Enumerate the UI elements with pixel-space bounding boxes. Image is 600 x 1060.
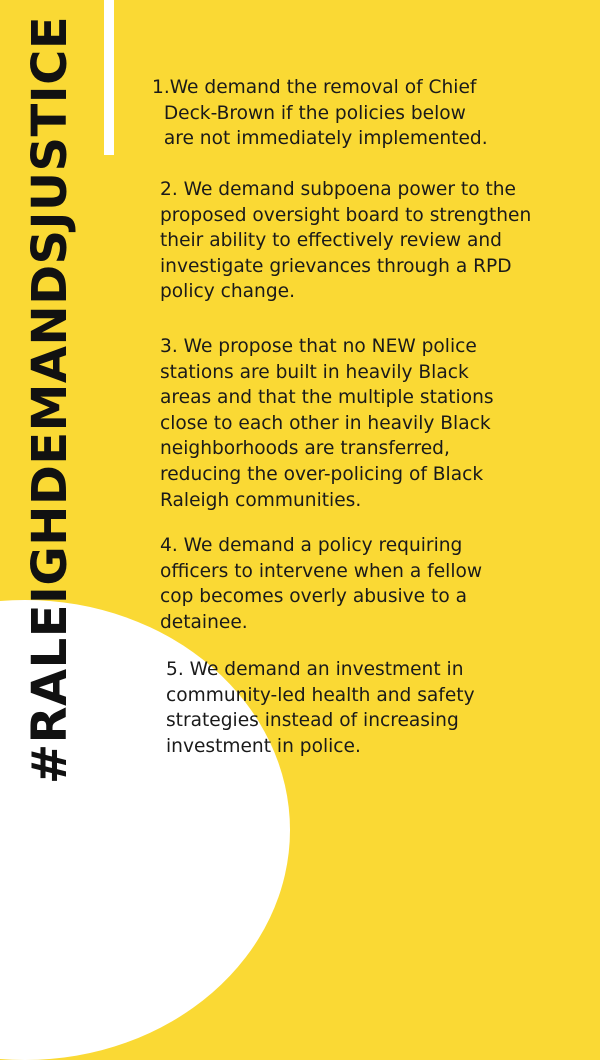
hashtag-banner	[0, 0, 100, 800]
decorative-white-bar	[104, 0, 114, 155]
hashtag-text: #RALEIGHDEMANDSJUSTICE	[22, 15, 78, 785]
demand-4: 4. We demand a policy requiring officers to intervene when a fellow cop becomes overly abusive to a detainee.	[160, 535, 483, 633]
demand-5: 5. We demand an investment in community-led health and safety strategies instead of increasing investment in police.	[166, 659, 475, 757]
demand-2: 2. We demand subpoena power to the proposed oversight board to strengthen their ability to effectively review and investigate grievances through a RPD policy change.	[160, 179, 532, 303]
demand-1: 1.We demand the removal of Chief Deck-Brown if the policies below are not immediately implemented.	[152, 77, 488, 150]
demand-3: 3. We propose that no NEW police stations are built in heavily Black areas and that the multiple stations close to each other in heavily Black neighborhoods are transferred, reducing the over-policing of Black Raleigh communities.	[160, 336, 494, 511]
